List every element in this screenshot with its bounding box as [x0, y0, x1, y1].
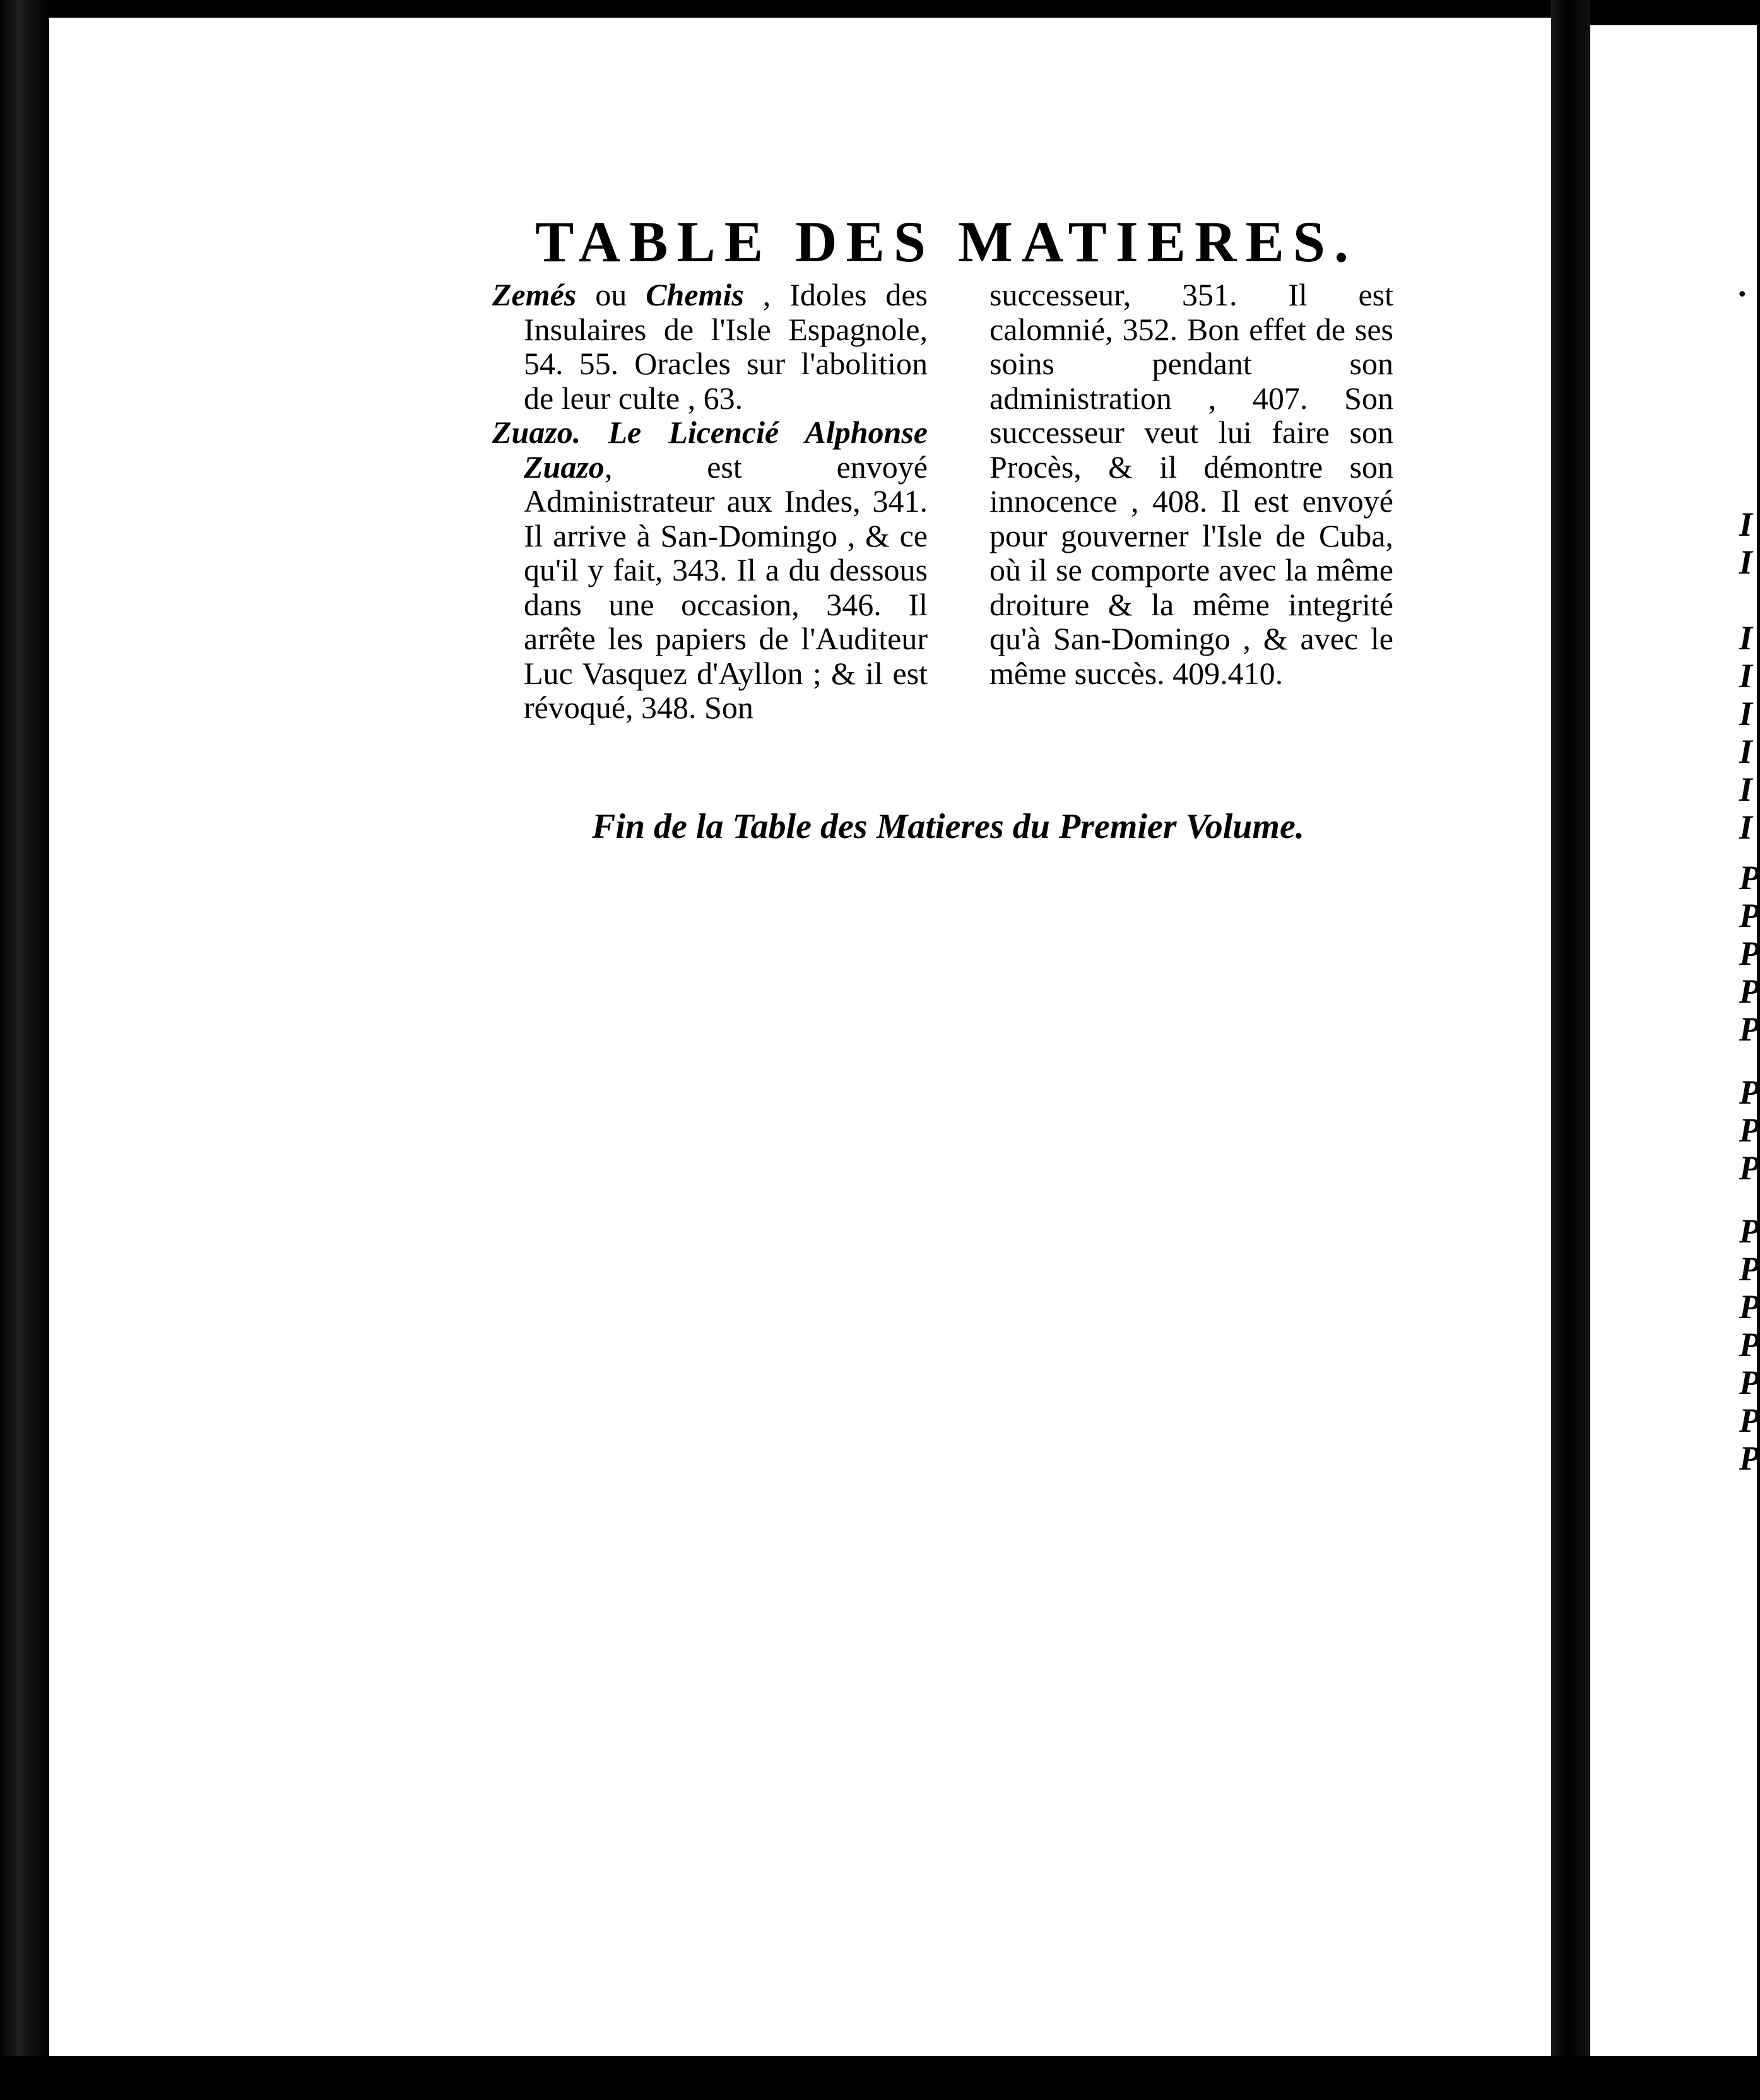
entry-keyword: Chemis [646, 277, 744, 312]
entry-text: successeur, 351. Il est calomnié, 352. Bon effet de ses soins pendant son administration , 407. Son successeur veut lui faire son Procès, & il démontre son innocence , 408. Il est envoyé pour gouverner l'Isle de Cuba, où il se comporte avec la même droiture & la même integrité qu'à San-Domingo , & avec le même succès. [989, 277, 1393, 691]
index-entry-zemes [492, 278, 928, 415]
entry-keyword: Zemés [492, 277, 577, 312]
right-page-margin-letters: . I I I I I I I I P P P P P P P P P P P P P P P [1739, 266, 1760, 1477]
entry-text: , Idoles des Insulaires de l'Isle Espagnole, 54. 55. Oracles sur l'abolition de leur culte , [524, 277, 928, 416]
entry-text: ou [576, 277, 646, 312]
book-left-edge [0, 0, 49, 2100]
index-entry-zuazo-continued [989, 278, 1393, 690]
right-page-fragment [1590, 25, 1760, 2057]
book-gutter [1551, 0, 1590, 2100]
entry-text: , est envoyé Administrateur aux Indes, 341. Il arrive à San-Domingo , & ce qu'il y fait, 343. Il a du dessous dans une occasion, 346. Il arrête les papiers de l'Auditeur Luc Vasquez d'Ayllon ; & il est révoqué, 348. Son [524, 449, 928, 725]
entry-keyword: Zuazo. Le Licencié Alphonse Zuazo [492, 415, 928, 485]
index-column-right [989, 278, 1393, 690]
page-title: TABLE DES MATIERES. [535, 209, 1357, 274]
end-of-table-note: Fin de la Table des Matieres du Premier Volume. [592, 807, 1304, 846]
entry-pages: 409.410. [1172, 655, 1284, 691]
entry-pages: 63. [703, 380, 743, 416]
bottom-dark-band [0, 2056, 1757, 2100]
index-entry-zuazo [492, 415, 928, 725]
index-column-left [492, 278, 928, 725]
